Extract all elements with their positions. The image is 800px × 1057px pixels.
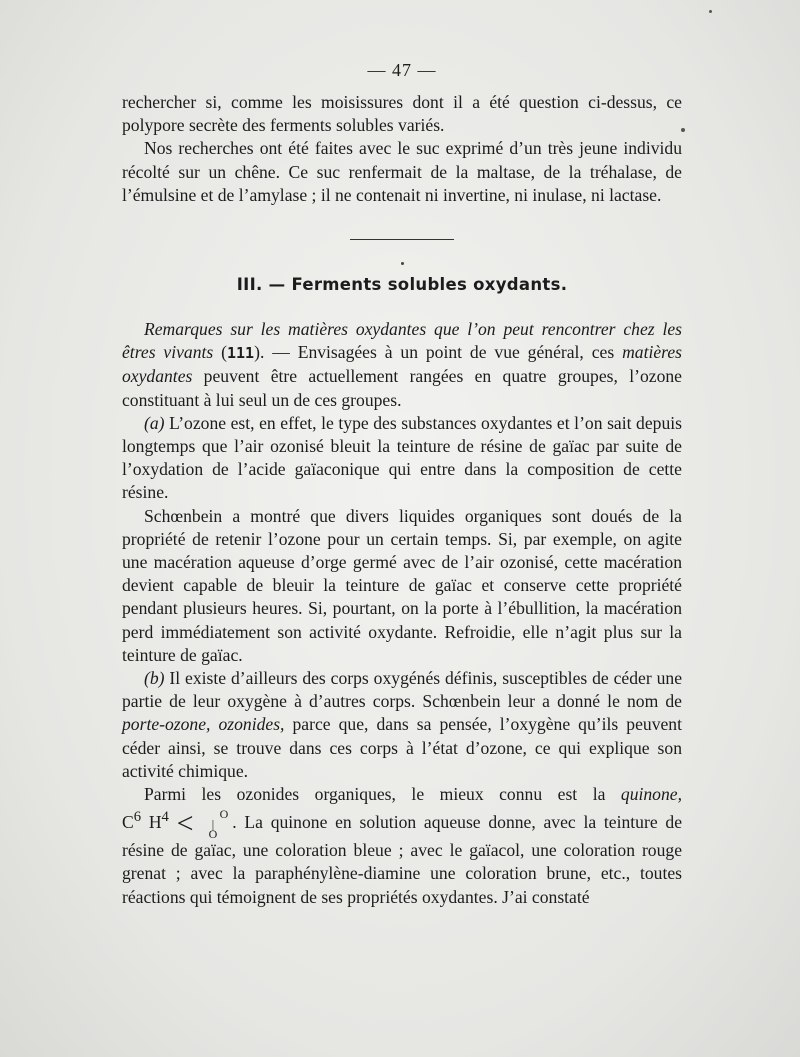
quinone-text2: . La quinone en solution aqueuse donne, avec la teinture de résine de gaïac, une coloration bleue ; avec le gaïacol, une coloration rouge grenat ; avec la paraphénylène-diamine une coloration brune, etc., toutes réactions qui témoignent de ses propriétés oxydantes. J’ai constaté [122,812,683,907]
formula-oxygen-top: O [219,807,229,822]
label-a: (a) [144,412,165,433]
reference-number: 111 [227,344,255,363]
page-content [122,60,682,909]
paragraph-a [122,412,682,505]
paragraph-continued: rechercher si, comme les moisissures dont il a été question ci-dessus, ce polypore secrète des ferments solubles variés. [122,92,682,136]
ref-open: ( [213,342,227,363]
formula-angle: < [176,807,194,841]
divider-dot [401,262,404,265]
paragraph-b-text2: parce que, dans sa pensée, l’oxygène qu’ils peuvent céder ainsi, se trouve dans ces corps à l’état d’ozone, ce qui explique son activité chimique. [122,714,682,781]
paragraph-a-text: L’ozone est, en effet, le type des substances oxydantes et l’on sait depuis longtemps que l’air ozonisé bleuit la teinture de résine de gaïac par suite de l’oxydation de l’acide gaïaconique qui entre dans la composition de cette résine. [122,412,682,503]
formula-oxygen-stack [198,807,229,842]
page-number: — 47 — [367,60,437,80]
formula-carbon: C [122,812,134,833]
formula-hydrogen-count: 4 [161,809,169,826]
paragraph-quinone [122,783,682,909]
remarks-italic-lead: Remarques sur les matières oxydantes que l’on peut rencontrer chez les êtres vivants [122,319,682,363]
paragraph-b [122,667,682,783]
quinone-formula [122,807,232,842]
ink-speck [709,10,712,13]
remarks-italic-mid: matières oxydantes [122,342,682,387]
section-divider [350,239,454,240]
quinone-italic: quinone, [620,784,682,805]
formula-hydrogen: H [141,812,162,833]
paragraph-remarques [122,318,682,412]
remarks-rest: peuvent être actuellement rangées en quatre groupes, l’ozone constituant à lui seul un de ces groupes. [122,366,682,410]
formula-bond: | [211,817,215,832]
paragraph-schoenbein: Schœnbein a montré que divers liquides organiques sont doués de la propriété de retenir l’ozone pour un certain temps. Si, par exemple, on agite une macération aqueuse d’orge germé avec de l’air ozonisé, cette macération devient capable de bleuir la teinture de gaïac et conserve cette propriété pendant plusieurs heures. Si, pourtant, on la porte à l’ébullition, la macération perd immédiatement son activité oxydante. Refroidie, elle n’agit plus sur la teinture de gaïac. [122,505,682,665]
paragraph-b-italic: porte-ozone, ozonides, [122,714,285,735]
remarks-ref-close: ). — Envisagées à un point de vue général, ces [254,342,623,363]
section-title: III. — Ferments solubles oxydants. [236,275,568,295]
label-b: (b) [144,668,165,689]
formula-oxygen-bottom: O [208,827,218,842]
formula-carbon-count: 6 [133,809,142,826]
paragraph-recherches: Nos recherches ont été faites avec le suc exprimé d’un très jeune individu récolté sur un chêne. Ce suc renfermait de la maltase, de la tréhalase, de l’émulsine et de l’amylase ; il ne contenait ni invertine, ni inulase, ni lactase. [122,138,682,205]
quinone-text1: Parmi les ozonides organiques, le mieux connu est la [144,784,621,805]
paragraph-b-text1: Il existe d’ailleurs des corps oxygénés définis, susceptibles de céder une partie de leur oxygène à d’autres corps. Schœnbein leur a donné le nom de [122,668,682,712]
